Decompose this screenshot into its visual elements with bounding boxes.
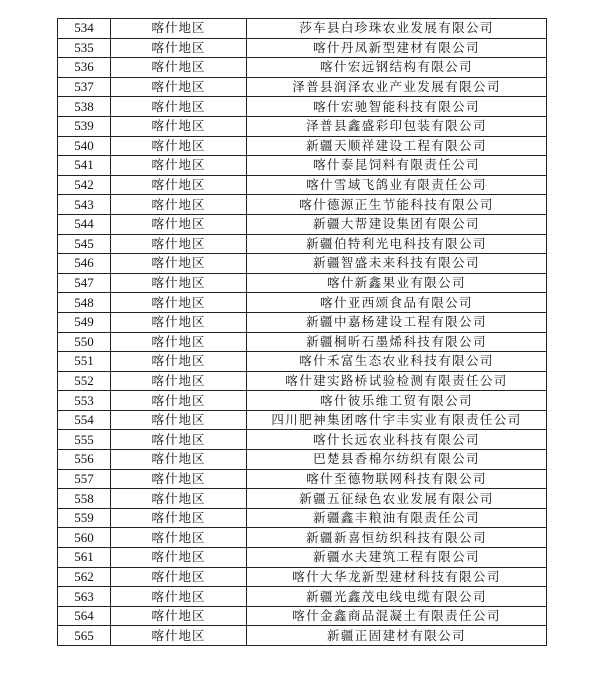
table-row bbox=[58, 312, 547, 332]
company-name-cell: 喀什金鑫商品混凝土有限责任公司 bbox=[247, 606, 547, 626]
company-name-cell: 新疆中嘉杨建设工程有限公司 bbox=[247, 312, 547, 332]
region-cell: 喀什地区 bbox=[111, 587, 247, 607]
company-name-cell: 泽普县润泽农业产业发展有限公司 bbox=[247, 77, 547, 97]
region-cell: 喀什地区 bbox=[111, 430, 247, 450]
company-name-cell: 喀什禾富生态农业科技有限公司 bbox=[247, 352, 547, 372]
company-name-cell: 新疆光鑫茂电线电缆有限公司 bbox=[247, 587, 547, 607]
table-row bbox=[58, 234, 547, 254]
region-cell: 喀什地区 bbox=[111, 97, 247, 117]
row-number-cell: 536 bbox=[58, 58, 111, 78]
table-row bbox=[58, 136, 547, 156]
company-name-cell: 新疆伯特利光电科技有限公司 bbox=[247, 234, 547, 254]
company-name-cell: 喀什建实路桥试验检测有限责任公司 bbox=[247, 371, 547, 391]
company-name-cell: 喀什亚西颂食品有限公司 bbox=[247, 293, 547, 313]
row-number-cell: 544 bbox=[58, 214, 111, 234]
region-cell: 喀什地区 bbox=[111, 410, 247, 430]
row-number-cell: 543 bbox=[58, 195, 111, 215]
table-row bbox=[58, 195, 547, 215]
table-row bbox=[58, 156, 547, 176]
company-name-cell: 喀什泰昆饲料有限责任公司 bbox=[247, 156, 547, 176]
region-cell: 喀什地区 bbox=[111, 116, 247, 136]
region-cell: 喀什地区 bbox=[111, 19, 247, 39]
table-row bbox=[58, 352, 547, 372]
company-name-cell: 喀什德源正生节能科技有限公司 bbox=[247, 195, 547, 215]
row-number-cell: 559 bbox=[58, 508, 111, 528]
region-cell: 喀什地区 bbox=[111, 626, 247, 646]
company-name-cell: 新疆鑫丰粮油有限责任公司 bbox=[247, 508, 547, 528]
region-cell: 喀什地区 bbox=[111, 156, 247, 176]
table-row bbox=[58, 332, 547, 352]
company-name-cell: 新疆新喜恒纺织科技有限公司 bbox=[247, 528, 547, 548]
row-number-cell: 561 bbox=[58, 548, 111, 568]
region-cell: 喀什地区 bbox=[111, 58, 247, 78]
row-number-cell: 551 bbox=[58, 352, 111, 372]
company-name-cell: 新疆智盛未来科技有限公司 bbox=[247, 254, 547, 274]
table-row bbox=[58, 508, 547, 528]
region-cell: 喀什地区 bbox=[111, 528, 247, 548]
row-number-cell: 560 bbox=[58, 528, 111, 548]
table-row bbox=[58, 548, 547, 568]
region-cell: 喀什地区 bbox=[111, 489, 247, 509]
table-row bbox=[58, 254, 547, 274]
company-name-cell: 四川肥神集团喀什宇丰实业有限责任公司 bbox=[247, 410, 547, 430]
row-number-cell: 565 bbox=[58, 626, 111, 646]
region-cell: 喀什地区 bbox=[111, 352, 247, 372]
table-row bbox=[58, 528, 547, 548]
table-row bbox=[58, 175, 547, 195]
company-name-cell: 新疆五征绿色农业发展有限公司 bbox=[247, 489, 547, 509]
row-number-cell: 534 bbox=[58, 19, 111, 39]
company-name-cell: 喀什新鑫果业有限公司 bbox=[247, 273, 547, 293]
company-name-cell: 喀什至德物联网科技有限公司 bbox=[247, 469, 547, 489]
table-row bbox=[58, 38, 547, 58]
company-name-cell: 新疆桐昕石墨烯科技有限公司 bbox=[247, 332, 547, 352]
table-row bbox=[58, 116, 547, 136]
row-number-cell: 549 bbox=[58, 312, 111, 332]
company-name-cell: 喀什长远农业科技有限公司 bbox=[247, 430, 547, 450]
row-number-cell: 541 bbox=[58, 156, 111, 176]
region-cell: 喀什地区 bbox=[111, 273, 247, 293]
region-cell: 喀什地区 bbox=[111, 450, 247, 470]
company-name-cell: 巴楚县香棉尔纺织有限公司 bbox=[247, 450, 547, 470]
company-name-cell: 喀什大华龙新型建材科技有限公司 bbox=[247, 567, 547, 587]
region-cell: 喀什地区 bbox=[111, 254, 247, 274]
row-number-cell: 558 bbox=[58, 489, 111, 509]
company-name-cell: 喀什宏远钢结构有限公司 bbox=[247, 58, 547, 78]
table-row bbox=[58, 97, 547, 117]
region-cell: 喀什地区 bbox=[111, 293, 247, 313]
table-row bbox=[58, 77, 547, 97]
row-number-cell: 554 bbox=[58, 410, 111, 430]
row-number-cell: 540 bbox=[58, 136, 111, 156]
row-number-cell: 552 bbox=[58, 371, 111, 391]
region-cell: 喀什地区 bbox=[111, 332, 247, 352]
company-name-cell: 喀什丹凤新型建材有限公司 bbox=[247, 38, 547, 58]
table-row bbox=[58, 567, 547, 587]
company-name-cell: 新疆天顺祥建设工程有限公司 bbox=[247, 136, 547, 156]
region-cell: 喀什地区 bbox=[111, 548, 247, 568]
row-number-cell: 538 bbox=[58, 97, 111, 117]
region-cell: 喀什地区 bbox=[111, 567, 247, 587]
region-cell: 喀什地区 bbox=[111, 77, 247, 97]
row-number-cell: 548 bbox=[58, 293, 111, 313]
table-row bbox=[58, 410, 547, 430]
region-cell: 喀什地区 bbox=[111, 136, 247, 156]
company-name-cell: 喀什彼乐维工贸有限公司 bbox=[247, 391, 547, 411]
row-number-cell: 555 bbox=[58, 430, 111, 450]
table-row bbox=[58, 19, 547, 39]
row-number-cell: 542 bbox=[58, 175, 111, 195]
row-number-cell: 547 bbox=[58, 273, 111, 293]
region-cell: 喀什地区 bbox=[111, 234, 247, 254]
row-number-cell: 535 bbox=[58, 38, 111, 58]
region-cell: 喀什地区 bbox=[111, 371, 247, 391]
region-cell: 喀什地区 bbox=[111, 391, 247, 411]
company-name-cell: 莎车县白珍珠农业发展有限公司 bbox=[247, 19, 547, 39]
company-table bbox=[57, 18, 547, 646]
region-cell: 喀什地区 bbox=[111, 195, 247, 215]
row-number-cell: 550 bbox=[58, 332, 111, 352]
table-row bbox=[58, 293, 547, 313]
table-row bbox=[58, 626, 547, 646]
table-row bbox=[58, 214, 547, 234]
company-name-cell: 新疆大帮建设集团有限公司 bbox=[247, 214, 547, 234]
table-row bbox=[58, 587, 547, 607]
table-row bbox=[58, 430, 547, 450]
table-row bbox=[58, 606, 547, 626]
region-cell: 喀什地区 bbox=[111, 606, 247, 626]
company-name-cell: 新疆正固建材有限公司 bbox=[247, 626, 547, 646]
row-number-cell: 545 bbox=[58, 234, 111, 254]
company-name-cell: 喀什宏驰智能科技有限公司 bbox=[247, 97, 547, 117]
row-number-cell: 557 bbox=[58, 469, 111, 489]
table-row bbox=[58, 273, 547, 293]
region-cell: 喀什地区 bbox=[111, 508, 247, 528]
company-name-cell: 泽普县鑫盛彩印包装有限公司 bbox=[247, 116, 547, 136]
row-number-cell: 562 bbox=[58, 567, 111, 587]
company-list-page bbox=[57, 18, 546, 646]
table-row bbox=[58, 58, 547, 78]
row-number-cell: 563 bbox=[58, 587, 111, 607]
row-number-cell: 553 bbox=[58, 391, 111, 411]
company-name-cell: 喀什雪域飞鸽业有限责任公司 bbox=[247, 175, 547, 195]
region-cell: 喀什地区 bbox=[111, 469, 247, 489]
table-row bbox=[58, 371, 547, 391]
region-cell: 喀什地区 bbox=[111, 38, 247, 58]
row-number-cell: 537 bbox=[58, 77, 111, 97]
region-cell: 喀什地区 bbox=[111, 214, 247, 234]
row-number-cell: 546 bbox=[58, 254, 111, 274]
company-table-body bbox=[58, 19, 547, 646]
region-cell: 喀什地区 bbox=[111, 175, 247, 195]
row-number-cell: 564 bbox=[58, 606, 111, 626]
table-row bbox=[58, 450, 547, 470]
table-row bbox=[58, 391, 547, 411]
company-name-cell: 新疆水夫建筑工程有限公司 bbox=[247, 548, 547, 568]
row-number-cell: 539 bbox=[58, 116, 111, 136]
row-number-cell: 556 bbox=[58, 450, 111, 470]
region-cell: 喀什地区 bbox=[111, 312, 247, 332]
table-row bbox=[58, 469, 547, 489]
table-row bbox=[58, 489, 547, 509]
